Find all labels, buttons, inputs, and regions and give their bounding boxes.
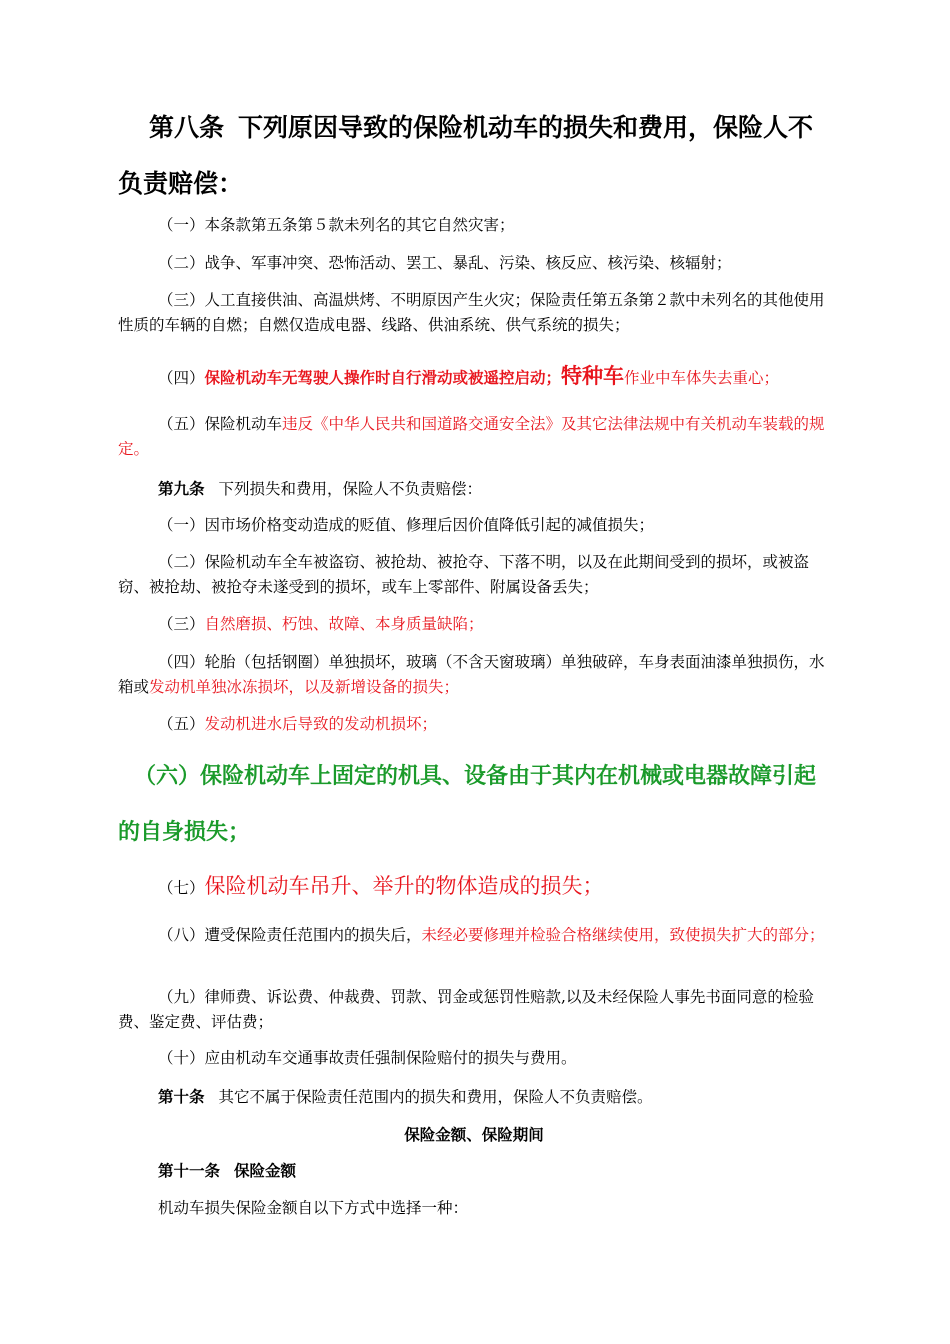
article-11 — [118, 1158, 830, 1183]
article-8-heading — [118, 100, 830, 212]
article-9-text: 下列损失和费用，保险人不负责赔偿： — [218, 480, 483, 498]
art8-item-4-red1: 保险机动车无驾驶人操作时自行滑动或被遥控启动； — [204, 368, 562, 387]
art9-item-2: （二）保险机动车全车被盗窃、被抢劫、被抢夺、下落不明，以及在此期间受到的损坏，或被盗窃、被抢劫、被抢夺未遂受到的损坏，或车上零部件、附属设备丢失； — [118, 553, 810, 596]
art9-item-6: （六）保险机动车上固定的机具、设备由于其内在机械或电器故障引起的自身损失； — [118, 763, 817, 845]
art9-item-3-red: 自然磨损、朽蚀、故障、本身质量缺陷； — [204, 615, 484, 633]
article-9-title: 第九条 — [158, 479, 205, 498]
art8-item-5-red: 违反《中华人民共和国道路交通安全法》及其它法律法规中有关机动车装载的规定。 — [118, 415, 825, 458]
art9-item-5 — [118, 712, 830, 737]
art9-item-8 — [118, 923, 830, 948]
article-9-heading — [118, 476, 830, 502]
article-10-text: 其它不属于保险责任范围内的损失和费用，保险人不负责赔偿。 — [218, 1088, 653, 1106]
article-11-title: 第十一条 — [158, 1161, 221, 1180]
art9-item-9: （九）律师费、诉讼费、仲裁费、罚款、罚金或惩罚性赔款,以及未经保险人事先书面同意的检验费、鉴定费、评估费； — [118, 988, 814, 1031]
art9-item-7-prefix: （七） — [158, 879, 205, 897]
art9-item-4-red: 发动机单独冰冻损坏，以及新增设备的损失； — [149, 678, 460, 696]
art9-item-8-red: 未经必要修理并检验合格继续使用，致使损失扩大的部分； — [421, 926, 825, 944]
article-10-title: 第十条 — [158, 1087, 205, 1106]
art9-item-3-prefix: （三） — [158, 615, 205, 633]
art9-item-8-prefix: （八）遭受保险责任范围内的损失后， — [158, 926, 422, 944]
art9-item-7-red: 保险机动车吊升、举升的物体造成的损失； — [204, 874, 604, 898]
art8-item-3: （三）人工直接供油、高温烘烤、不明原因产生火灾；保险责任第五条第２款中未列名的其他使用性质的车辆的自燃；自燃仅造成电器、线路、供油系统、供气系统的损失； — [118, 291, 825, 334]
art9-item-3 — [118, 612, 830, 637]
art9-item-4-prefix: （四）轮胎（包括钢圈）单独损坏，玻璃（不含天窗玻璃）单独破碎，车身表面油漆单独损伤，水箱或 — [118, 653, 825, 696]
section-heading: 保险金额、保险期间 — [404, 1125, 544, 1144]
article-10 — [118, 1084, 830, 1110]
art8-item-4-big: 特种车 — [561, 363, 625, 388]
art8-item-1: （一）本条款第五条第５款未列名的其它自然灾害； — [158, 216, 515, 234]
art8-item-4-prefix: （四） — [158, 369, 205, 387]
art9-item-10: （十）应由机动车交通事故责任强制保险赔付的损失与费用。 — [158, 1049, 577, 1067]
article-8-text: 下列原因导致的保险机动车的损失和费用，保险人不负责赔偿： — [118, 113, 814, 198]
art9-item-5-red: 发动机进水后导致的发动机损坏； — [204, 715, 438, 733]
article-11-text: 保险金额 — [234, 1161, 297, 1180]
art8-item-2: （二）战争、军事冲突、恐怖活动、罢工、暴乱、污染、核反应、核污染、核辐射； — [158, 254, 732, 272]
art9-item-4 — [118, 650, 830, 700]
art9-item-1: （一）因市场价格变动造成的贬值、修理后因价值降低引起的减值损失； — [158, 516, 655, 534]
art8-item-4 — [118, 361, 830, 393]
closing-paragraph: 机动车损失保险金额自以下方式中选择一种： — [158, 1199, 469, 1217]
art8-item-5 — [118, 412, 830, 462]
art9-item-7 — [118, 870, 830, 904]
art9-item-5-prefix: （五） — [158, 715, 205, 733]
art8-item-5-prefix: （五）保险机动车 — [158, 415, 283, 433]
art8-item-4-red2: 作业中车体失去重心； — [624, 369, 780, 387]
article-8-title: 第八条 — [149, 113, 225, 142]
